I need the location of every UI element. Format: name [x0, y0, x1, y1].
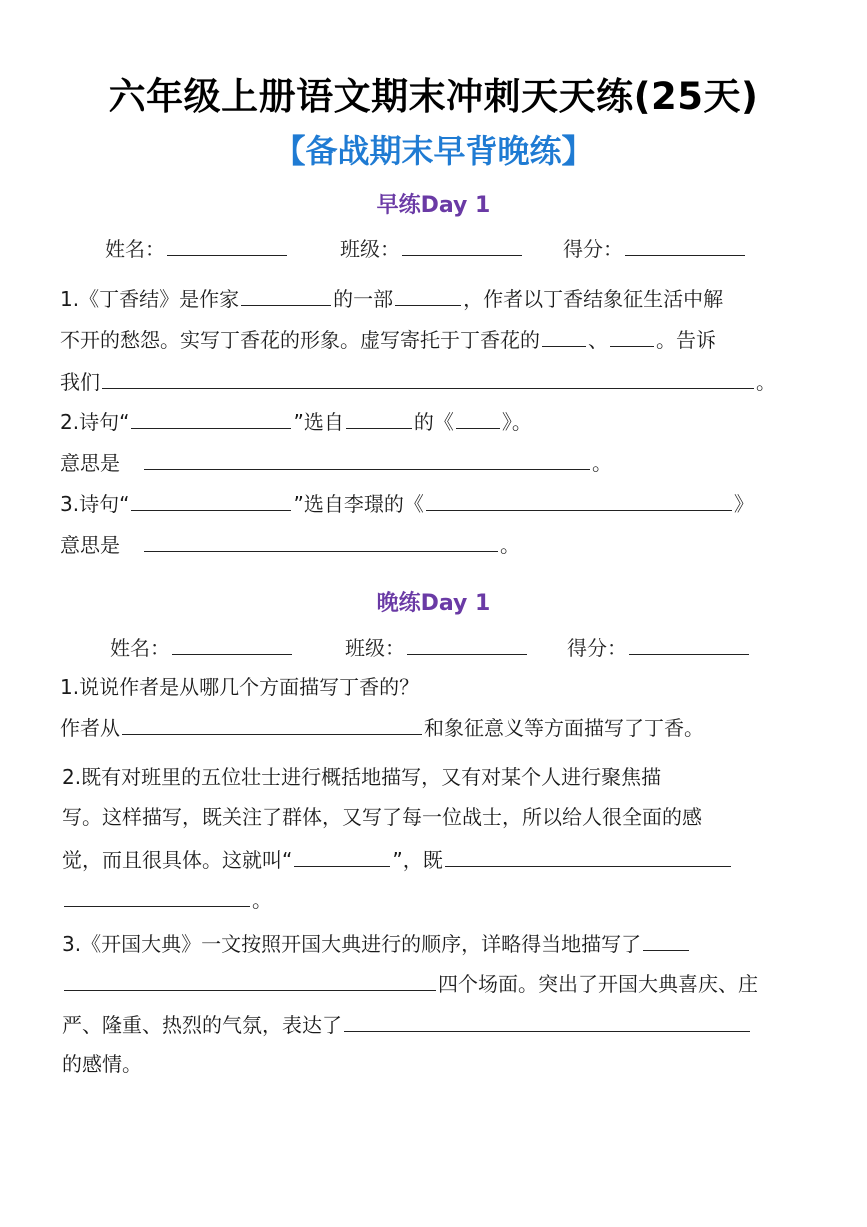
class-blank[interactable] — [402, 233, 522, 256]
q1-text: 不开的愁怨。实写丁香花的形象。虚写寄托于丁香花的 — [60, 328, 540, 352]
q2-meaning-label: 意思是 — [60, 451, 120, 475]
morning-heading: 早练Day 1 — [376, 193, 491, 218]
evening-score-field[interactable] — [567, 632, 751, 661]
q3-blank-poem[interactable] — [426, 488, 732, 511]
q1-text: 我们 — [60, 370, 100, 394]
q1-text: ，作者以丁香结象征生活中解 — [463, 287, 724, 311]
q1-blank-tell[interactable] — [102, 366, 754, 389]
eq3-blank-scenes-cont[interactable] — [64, 968, 436, 991]
q2-blank-poet[interactable] — [346, 406, 412, 429]
eq2-blank-term[interactable] — [294, 844, 390, 867]
name-label: 姓名： — [105, 237, 165, 261]
evening-name-field[interactable] — [110, 632, 294, 661]
q2-text: 。 — [592, 451, 612, 475]
evening-q3-line1 — [62, 928, 691, 958]
page-subtitle: 【备战期末早背晚练】 — [273, 132, 594, 170]
score-blank[interactable] — [629, 632, 749, 655]
eq1-text: 作者从 — [60, 716, 120, 740]
q2-text: 的《 — [413, 410, 454, 434]
q2-text: ”选自 — [293, 410, 344, 434]
evening-q2-line1: 2.既有对班里的五位壮士进行概括地描写，又有对某个人进行聚焦描 — [62, 765, 662, 789]
q3-text: ”选自李璟的《 — [293, 492, 424, 516]
evening-heading: 晚练Day 1 — [376, 591, 491, 616]
eq2-text: ”，既 — [392, 848, 443, 872]
morning-q1-line2 — [60, 324, 716, 354]
morning-q1-line3 — [60, 366, 776, 396]
q2-text: 2.诗句“ — [60, 410, 130, 434]
morning-q2-line1 — [60, 406, 532, 436]
eq1-text: 和象征意义等方面描写了丁香。 — [424, 716, 704, 740]
class-blank[interactable] — [407, 632, 527, 655]
evening-q1-question: 1.说说作者是从哪几个方面描写丁香的？ — [60, 675, 420, 699]
name-blank[interactable] — [167, 233, 287, 256]
morning-q3-line1 — [60, 488, 754, 518]
morning-q2-line2 — [60, 447, 612, 477]
name-blank[interactable] — [172, 632, 292, 655]
evening-q3-line3 — [62, 1009, 752, 1039]
q3-text: 3.诗句“ — [60, 492, 130, 516]
q2-blank-verse[interactable] — [131, 406, 291, 429]
eq3-text: 四个场面。突出了开国大典喜庆、庄 — [438, 972, 758, 996]
score-blank[interactable] — [625, 233, 745, 256]
eq3-blank-scenes[interactable] — [643, 928, 689, 951]
q3-text: 》 — [733, 492, 754, 516]
evening-q1-answer-line — [60, 712, 704, 742]
eq2-blank-cont[interactable] — [64, 884, 250, 907]
q3-blank-meaning[interactable] — [144, 529, 498, 552]
q1-text: 的一部 — [333, 287, 394, 311]
class-label: 班级： — [340, 237, 400, 261]
eq3-blank-feeling[interactable] — [344, 1009, 750, 1032]
q1-blank-2[interactable] — [610, 324, 654, 347]
evening-q2-line2: 写。这样描写，既关注了群体，又写了每一位战士，所以给人很全面的感 — [62, 805, 702, 829]
q2-blank-poem[interactable] — [456, 406, 500, 429]
eq2-blank-rest[interactable] — [445, 844, 731, 867]
q1-text: 、 — [588, 328, 608, 352]
q1-blank-1[interactable] — [542, 324, 586, 347]
eq2-text: 觉，而且很具体。这就叫“ — [62, 848, 293, 872]
eq1-blank[interactable] — [122, 712, 422, 735]
page-title: 六年级上册语文期末冲刺天天练(25天) — [108, 75, 759, 118]
evening-q3-line4: 的感情。 — [62, 1052, 142, 1076]
score-label: 得分： — [567, 636, 627, 660]
score-label: 得分： — [563, 237, 623, 261]
evening-q2-line4 — [62, 884, 272, 914]
class-label: 班级： — [345, 636, 405, 660]
evening-q2-line3 — [62, 844, 733, 874]
q1-text: 。告诉 — [656, 328, 716, 352]
morning-q1-line1 — [60, 283, 723, 313]
morning-q3-line2 — [60, 529, 520, 559]
q3-meaning-label: 意思是 — [60, 533, 120, 557]
q2-blank-meaning[interactable] — [144, 447, 590, 470]
q3-blank-verse[interactable] — [131, 488, 291, 511]
evening-class-field[interactable] — [345, 632, 529, 661]
morning-name-field[interactable] — [105, 233, 289, 262]
q2-text: 》。 — [501, 410, 532, 434]
eq3-text: 3.《开国大典》一文按照开国大典进行的顺序，详略得当地描写了 — [62, 932, 642, 956]
q1-text: 。 — [756, 370, 776, 394]
morning-class-field[interactable] — [340, 233, 524, 262]
q1-blank-genre[interactable] — [395, 283, 461, 306]
eq3-text: 严、隆重、热烈的气氛，表达了 — [62, 1013, 342, 1037]
evening-q3-line2 — [62, 968, 758, 998]
q3-text: 。 — [500, 533, 520, 557]
q1-blank-author[interactable] — [241, 283, 331, 306]
morning-score-field[interactable] — [563, 233, 747, 262]
eq2-text: 。 — [252, 888, 272, 912]
q1-text: 1.《丁香结》是作家 — [60, 287, 240, 311]
name-label: 姓名： — [110, 636, 170, 660]
